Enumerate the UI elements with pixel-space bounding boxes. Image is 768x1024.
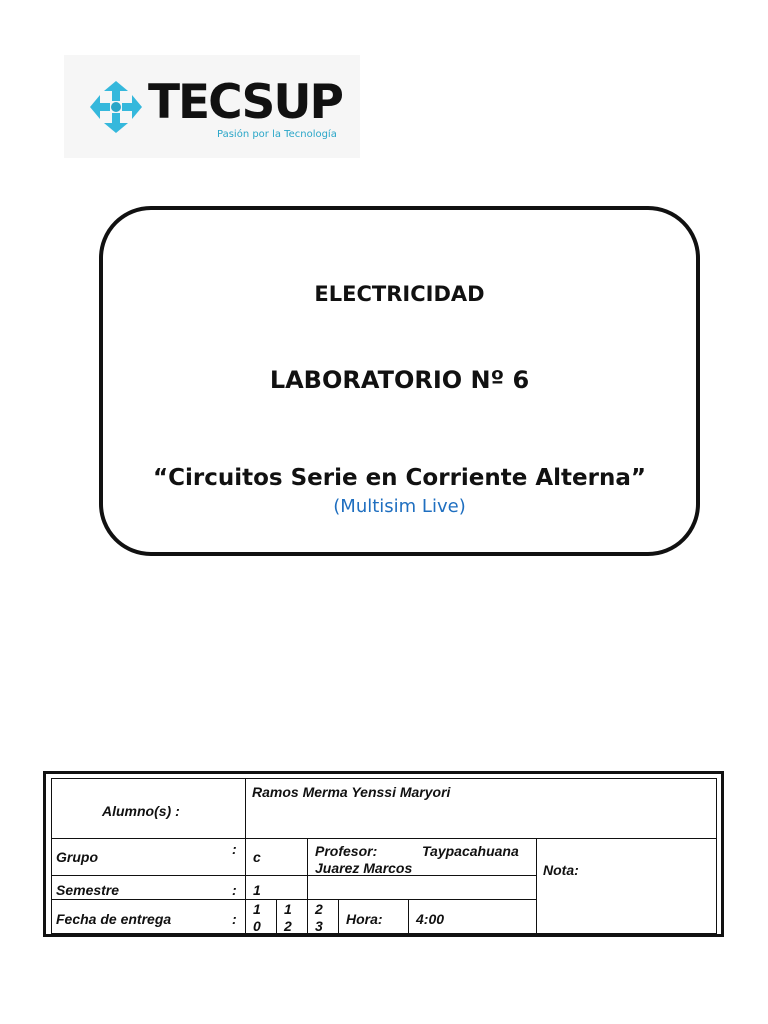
fecha-colon: : [232, 911, 237, 927]
fecha-day-digit: 1 [253, 901, 261, 917]
profesor-name-line2: Juarez Marcos [315, 860, 413, 876]
hora-label: Hora: [346, 911, 383, 927]
info-grid [51, 778, 717, 934]
logo-wordmark: TECSUP [148, 75, 342, 130]
grupo-value: c [253, 849, 261, 865]
recycle-arrows-icon [86, 77, 146, 137]
lab-title: LABORATORIO Nº 6 [269, 366, 530, 394]
row-divider [52, 899, 536, 900]
col-divider [408, 899, 409, 934]
nota-label: Nota: [543, 862, 579, 878]
col-divider [307, 838, 308, 934]
row-divider [52, 875, 536, 876]
semestre-colon: : [232, 882, 237, 898]
course-title: ELECTRICIDAD [314, 282, 485, 306]
student-info-table [43, 771, 724, 937]
profesor-label: Profesor: [315, 843, 378, 859]
fecha-month-digit: 1 [284, 901, 292, 917]
fecha-day-digit: 0 [253, 918, 261, 934]
fecha-label: Fecha de entrega [56, 911, 172, 927]
semestre-value: 1 [253, 882, 261, 898]
lab-topic: “Circuitos Serie en Corriente Alterna” [152, 465, 647, 491]
logo-tagline: Pasión por la Tecnología [217, 129, 337, 140]
fecha-year-digit: 2 [315, 901, 323, 917]
title-box [99, 206, 700, 556]
col-divider [245, 779, 246, 934]
grupo-label: Grupo [56, 849, 98, 865]
row-divider [536, 933, 714, 934]
grupo-colon: : [232, 841, 237, 857]
fecha-month-digit: 2 [284, 918, 292, 934]
tecsup-logo [64, 55, 360, 158]
col-divider [338, 899, 339, 934]
col-divider [536, 838, 537, 934]
alumno-label: Alumno(s) : [102, 803, 180, 819]
row-divider [52, 838, 716, 839]
col-divider [276, 899, 277, 934]
profesor-name-line1: Taypacahuana [422, 843, 519, 859]
alumno-value: Ramos Merma Yenssi Maryori [252, 784, 451, 800]
hora-value: 4:00 [416, 911, 445, 927]
semestre-label: Semestre [56, 882, 120, 898]
fecha-year-digit: 3 [315, 918, 323, 934]
lab-tool: (Multisim Live) [333, 496, 466, 517]
